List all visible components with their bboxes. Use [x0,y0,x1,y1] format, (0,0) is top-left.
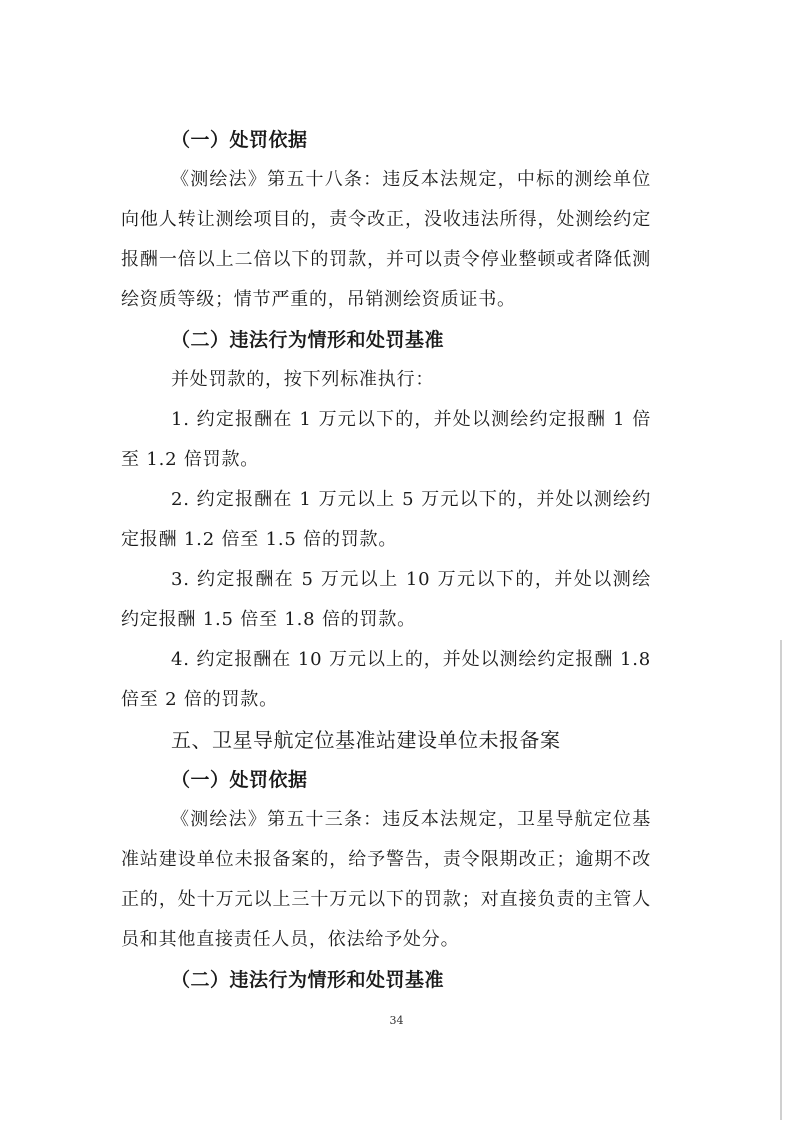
subheading-penalty-standards: （二）违法行为情形和处罚基准 [171,329,445,351]
paragraph-article-53: 《测绘法》第五十三条：违反本法规定，卫星导航定位基准站建设单位未报备案的，给予警告，责令限期改正；逾期不改正的，处十万元以上三十万元以下的罚款；对直接负责的主管人员和其他直接责任人员，依法给予处分。 [121,809,651,950]
list-item-fine-3: 3. 约定报酬在 5 万元以上 10 万元以下的，并处以测绘约定报酬 1.5 倍至 1.8 倍的罚款。 [121,569,651,630]
document-body [121,120,651,1000]
subheading-penalty-basis: （一）处罚依据 [171,129,308,151]
scan-edge-mark [780,640,782,1120]
section-heading-five: 五、卫星导航定位基准站建设单位未报备案 [171,728,561,752]
subheading-penalty-basis-2: （一）处罚依据 [171,769,308,791]
paragraph-fine-intro: 并处罚款的，按下列标准执行： [171,369,435,390]
list-item-fine-4: 4. 约定报酬在 10 万元以上的，并处以测绘约定报酬 1.8 倍至 2 倍的罚款。 [121,649,651,710]
subheading-penalty-standards-2: （二）违法行为情形和处罚基准 [171,969,445,991]
list-item-fine-2: 2. 约定报酬在 1 万元以上 5 万元以下的，并处以测绘约定报酬 1.2 倍至 1.5 倍的罚款。 [121,489,651,550]
paragraph-article-58: 《测绘法》第五十八条：违反本法规定，中标的测绘单位向他人转让测绘项目的，责令改正，没收违法所得，处测绘约定报酬一倍以上二倍以下的罚款，并可以责令停业整顿或者降低测绘资质等级；情节严重的，吊销测绘资质证书。 [121,169,651,310]
list-item-fine-1: 1. 约定报酬在 1 万元以下的，并处以测绘约定报酬 1 倍至 1.2 倍罚款。 [121,409,651,470]
page-number: 34 [389,1014,404,1027]
